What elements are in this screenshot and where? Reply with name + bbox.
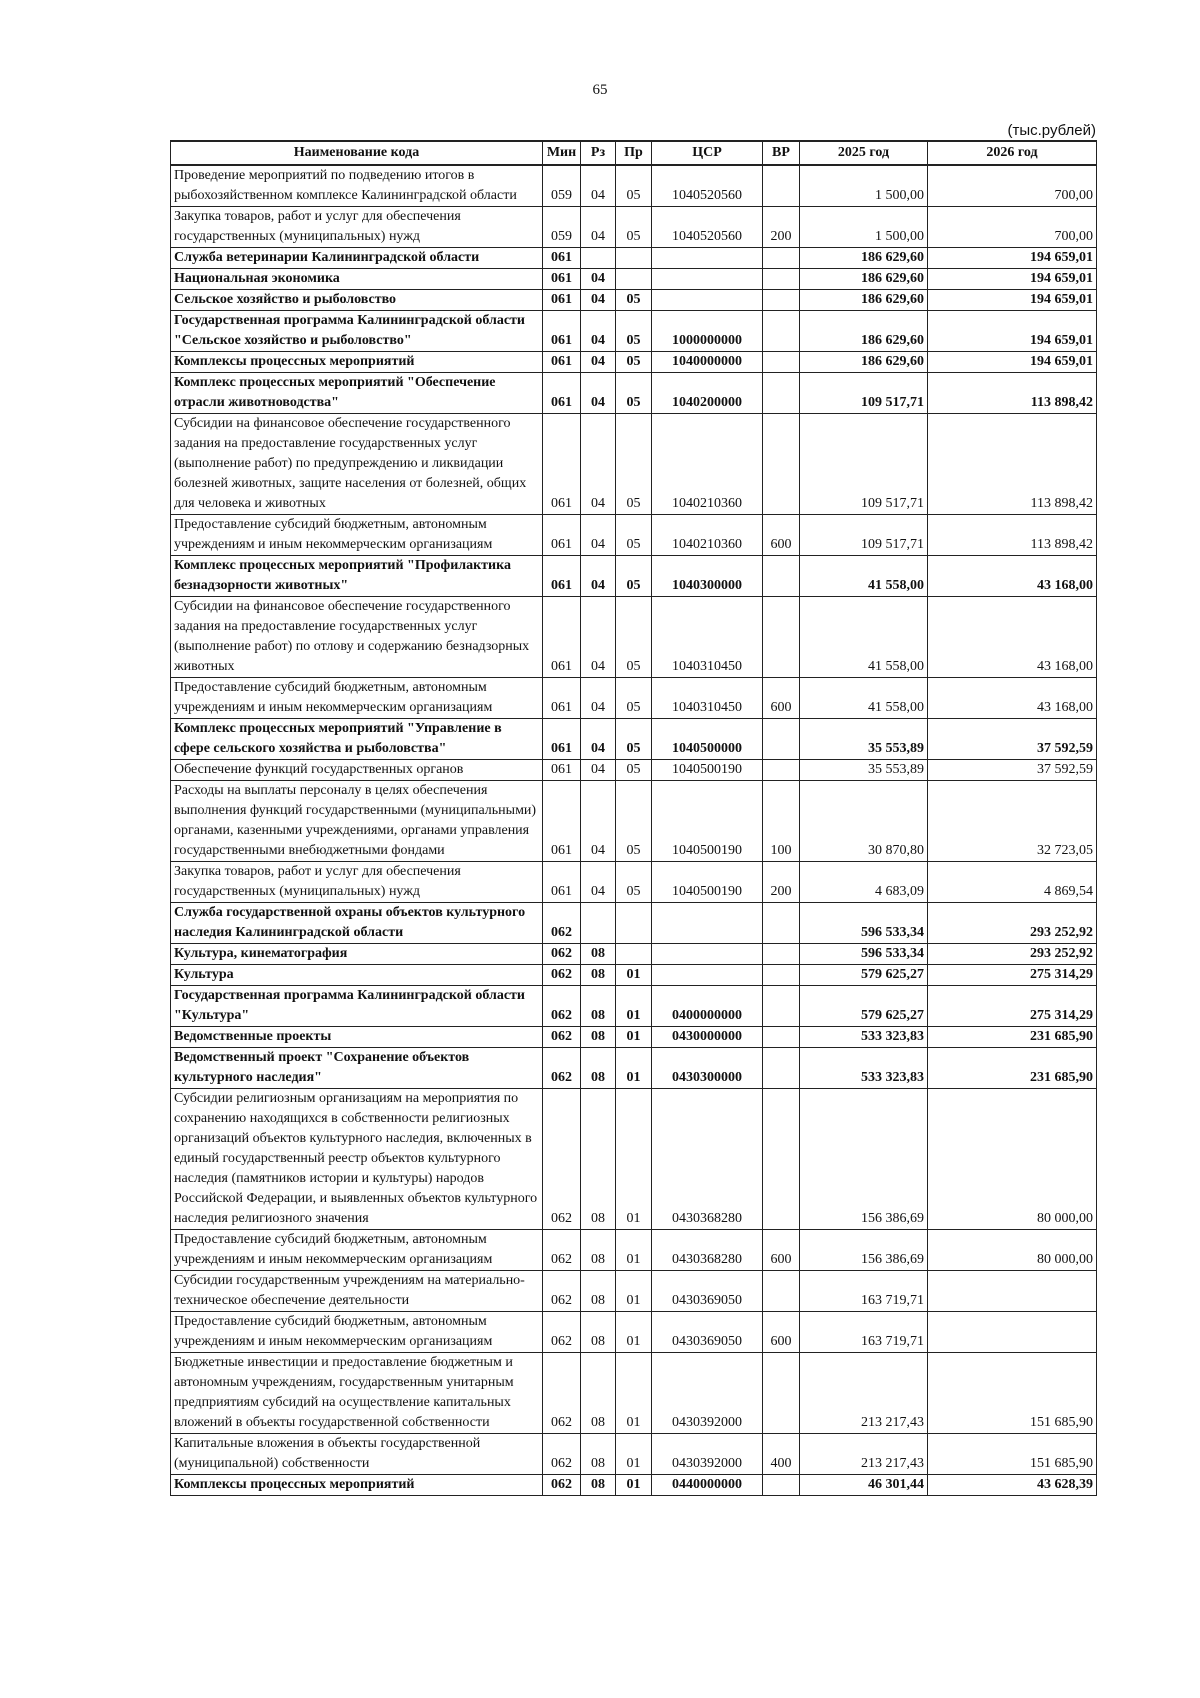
cell-2025: 156 386,69 — [800, 1089, 928, 1230]
cell-min: 062 — [543, 965, 581, 986]
table-row — [171, 1475, 1097, 1496]
cell-2026: 151 685,90 — [928, 1353, 1097, 1434]
budget-table — [170, 140, 1097, 1496]
cell-rz: 08 — [581, 1312, 616, 1353]
cell-2025: 41 558,00 — [800, 597, 928, 678]
cell-2025: 186 629,60 — [800, 290, 928, 311]
cell-2025: 109 517,71 — [800, 414, 928, 515]
table-body — [171, 165, 1097, 1496]
cell-csr — [652, 290, 763, 311]
cell-min: 062 — [543, 903, 581, 944]
cell-2026: 37 592,59 — [928, 760, 1097, 781]
cell-pr: 05 — [616, 352, 652, 373]
cell-2025: 596 533,34 — [800, 903, 928, 944]
cell-min: 062 — [543, 1230, 581, 1271]
header-2026: 2026 год — [928, 141, 1097, 165]
cell-rz: 04 — [581, 719, 616, 760]
page-number: 65 — [592, 82, 608, 98]
cell-2025: 579 625,27 — [800, 965, 928, 986]
cell-name: Субсидии религиозным организациям на мероприятия по сохранению находящихся в собственности религиозных организаций объектов культурного наследия, включенных в единый государственный реестр объектов культурного наследия (памятников истории и культуры) народов Российской Федерации, и выявленных объектов культурного наследия религиозного значения — [171, 1089, 543, 1230]
cell-rz: 08 — [581, 1271, 616, 1312]
table-row — [171, 903, 1097, 944]
cell-pr: 05 — [616, 781, 652, 862]
cell-2026: 275 314,29 — [928, 965, 1097, 986]
cell-pr: 05 — [616, 414, 652, 515]
cell-min: 062 — [543, 1271, 581, 1312]
table-row — [171, 311, 1097, 352]
cell-min: 062 — [543, 1089, 581, 1230]
cell-2026: 194 659,01 — [928, 248, 1097, 269]
cell-csr: 0430369050 — [652, 1271, 763, 1312]
cell-2025: 1 500,00 — [800, 207, 928, 248]
cell-name: Государственная программа Калининградской области "Культура" — [171, 986, 543, 1027]
table-row — [171, 1089, 1097, 1230]
table-row — [171, 373, 1097, 414]
cell-pr: 01 — [616, 1230, 652, 1271]
cell-min: 062 — [543, 1027, 581, 1048]
cell-2025: 186 629,60 — [800, 352, 928, 373]
cell-pr: 05 — [616, 719, 652, 760]
cell-2026: 293 252,92 — [928, 944, 1097, 965]
table-row — [171, 760, 1097, 781]
table-row — [171, 781, 1097, 862]
cell-rz: 04 — [581, 597, 616, 678]
cell-pr: 01 — [616, 986, 652, 1027]
cell-pr: 05 — [616, 515, 652, 556]
cell-rz: 08 — [581, 1475, 616, 1496]
cell-min: 061 — [543, 515, 581, 556]
cell-2025: 163 719,71 — [800, 1312, 928, 1353]
cell-rz: 04 — [581, 352, 616, 373]
table-row — [171, 1312, 1097, 1353]
cell-name: Предоставление субсидий бюджетным, автономным учреждениям и иным некоммерческим организациям — [171, 1230, 543, 1271]
cell-rz: 04 — [581, 781, 616, 862]
cell-2026: 275 314,29 — [928, 986, 1097, 1027]
cell-vr: 600 — [763, 1312, 800, 1353]
cell-pr: 05 — [616, 165, 652, 207]
cell-2026: 80 000,00 — [928, 1230, 1097, 1271]
cell-vr: 600 — [763, 515, 800, 556]
cell-2025: 156 386,69 — [800, 1230, 928, 1271]
cell-pr: 05 — [616, 290, 652, 311]
cell-pr — [616, 269, 652, 290]
table-row — [171, 944, 1097, 965]
table-row — [171, 1027, 1097, 1048]
cell-vr — [763, 290, 800, 311]
cell-csr: 1040500000 — [652, 719, 763, 760]
cell-csr — [652, 248, 763, 269]
table-row — [171, 597, 1097, 678]
cell-pr: 01 — [616, 1027, 652, 1048]
cell-vr: 100 — [763, 781, 800, 862]
cell-pr: 01 — [616, 1312, 652, 1353]
cell-vr — [763, 1271, 800, 1312]
header-name: Наименование кода — [171, 141, 543, 165]
cell-name: Закупка товаров, работ и услуг для обеспечения государственных (муниципальных) нужд — [171, 862, 543, 903]
table-row — [171, 556, 1097, 597]
cell-2025: 109 517,71 — [800, 515, 928, 556]
cell-vr: 200 — [763, 207, 800, 248]
cell-csr — [652, 269, 763, 290]
cell-min: 061 — [543, 719, 581, 760]
cell-pr: 01 — [616, 1475, 652, 1496]
cell-name: Ведомственные проекты — [171, 1027, 543, 1048]
cell-vr — [763, 165, 800, 207]
table-row — [171, 986, 1097, 1027]
cell-2026: 700,00 — [928, 207, 1097, 248]
cell-2025: 213 217,43 — [800, 1434, 928, 1475]
cell-2026: 43 628,39 — [928, 1475, 1097, 1496]
cell-2025: 186 629,60 — [800, 311, 928, 352]
table-row — [171, 1434, 1097, 1475]
cell-pr: 01 — [616, 1048, 652, 1089]
table-row — [171, 269, 1097, 290]
cell-rz: 04 — [581, 269, 616, 290]
cell-min: 061 — [543, 373, 581, 414]
table-row — [171, 248, 1097, 269]
cell-vr — [763, 719, 800, 760]
table-row — [171, 1230, 1097, 1271]
cell-name: Государственная программа Калининградской области "Сельское хозяйство и рыболовство" — [171, 311, 543, 352]
cell-2025: 533 323,83 — [800, 1048, 928, 1089]
cell-2026: 43 168,00 — [928, 556, 1097, 597]
cell-csr: 1040300000 — [652, 556, 763, 597]
cell-min: 061 — [543, 597, 581, 678]
cell-rz: 08 — [581, 944, 616, 965]
cell-rz: 08 — [581, 965, 616, 986]
cell-name: Субсидии на финансовое обеспечение государственного задания на предоставление государственных услуг (выполнение работ) по предупреждению и ликвидации болезней животных, защите населения от болезней, общих для человека и животных — [171, 414, 543, 515]
cell-pr: 05 — [616, 556, 652, 597]
cell-csr: 1000000000 — [652, 311, 763, 352]
cell-2026: 113 898,42 — [928, 373, 1097, 414]
cell-csr — [652, 965, 763, 986]
cell-vr — [763, 965, 800, 986]
cell-min: 062 — [543, 1312, 581, 1353]
cell-rz: 08 — [581, 1089, 616, 1230]
cell-min: 062 — [543, 1475, 581, 1496]
cell-rz: 08 — [581, 986, 616, 1027]
cell-min: 059 — [543, 207, 581, 248]
cell-2026: 231 685,90 — [928, 1027, 1097, 1048]
cell-min: 061 — [543, 678, 581, 719]
cell-2025: 213 217,43 — [800, 1353, 928, 1434]
cell-vr: 400 — [763, 1434, 800, 1475]
cell-vr — [763, 414, 800, 515]
cell-rz: 04 — [581, 311, 616, 352]
cell-2026: 194 659,01 — [928, 352, 1097, 373]
table-row — [171, 719, 1097, 760]
cell-vr — [763, 556, 800, 597]
cell-csr: 1040520560 — [652, 165, 763, 207]
cell-pr: 05 — [616, 311, 652, 352]
cell-name: Сельское хозяйство и рыболовство — [171, 290, 543, 311]
cell-name: Субсидии государственным учреждениям на материально-техническое обеспечение деятельности — [171, 1271, 543, 1312]
cell-rz: 04 — [581, 515, 616, 556]
cell-2026 — [928, 1312, 1097, 1353]
cell-name: Обеспечение функций государственных органов — [171, 760, 543, 781]
cell-2026: 32 723,05 — [928, 781, 1097, 862]
cell-name: Предоставление субсидий бюджетным, автономным учреждениям и иным некоммерческим организациям — [171, 1312, 543, 1353]
cell-min: 062 — [543, 944, 581, 965]
cell-csr: 1040310450 — [652, 597, 763, 678]
cell-min: 062 — [543, 1048, 581, 1089]
cell-2026: 113 898,42 — [928, 414, 1097, 515]
cell-min: 061 — [543, 269, 581, 290]
table-row — [171, 290, 1097, 311]
table-row — [171, 1271, 1097, 1312]
cell-2025: 579 625,27 — [800, 986, 928, 1027]
cell-min: 061 — [543, 556, 581, 597]
cell-pr — [616, 944, 652, 965]
cell-name: Предоставление субсидий бюджетным, автономным учреждениям и иным некоммерческим организациям — [171, 678, 543, 719]
cell-rz: 08 — [581, 1230, 616, 1271]
cell-name: Ведомственный проект "Сохранение объектов культурного наследия" — [171, 1048, 543, 1089]
cell-min: 061 — [543, 311, 581, 352]
cell-2026: 700,00 — [928, 165, 1097, 207]
cell-name: Комплекс процессных мероприятий "Управление в сфере сельского хозяйства и рыболовства" — [171, 719, 543, 760]
cell-2025: 186 629,60 — [800, 248, 928, 269]
cell-min: 061 — [543, 290, 581, 311]
cell-name: Расходы на выплаты персоналу в целях обеспечения выполнения функций государственными (муниципальными) органами, казенными учреждениями, органами управления государственными внебюджетными фондами — [171, 781, 543, 862]
cell-csr: 1040210360 — [652, 414, 763, 515]
cell-rz: 04 — [581, 678, 616, 719]
cell-csr: 0430392000 — [652, 1353, 763, 1434]
table-row — [171, 207, 1097, 248]
table-row — [171, 165, 1097, 207]
cell-vr: 600 — [763, 1230, 800, 1271]
cell-name: Субсидии на финансовое обеспечение государственного задания на предоставление государственных услуг (выполнение работ) по отлову и содержанию безнадзорных животных — [171, 597, 543, 678]
table-header-row — [171, 141, 1097, 165]
cell-csr: 1040210360 — [652, 515, 763, 556]
cell-rz: 04 — [581, 862, 616, 903]
units-label: (тыс.рублей) — [1007, 122, 1096, 139]
cell-name: Культура — [171, 965, 543, 986]
cell-rz — [581, 903, 616, 944]
cell-vr — [763, 760, 800, 781]
cell-csr: 1040500190 — [652, 781, 763, 862]
cell-pr: 01 — [616, 1353, 652, 1434]
cell-min: 062 — [543, 1434, 581, 1475]
cell-rz: 04 — [581, 556, 616, 597]
cell-csr: 0440000000 — [652, 1475, 763, 1496]
cell-2026: 194 659,01 — [928, 269, 1097, 290]
table-row — [171, 414, 1097, 515]
cell-2025: 46 301,44 — [800, 1475, 928, 1496]
cell-2026: 37 592,59 — [928, 719, 1097, 760]
cell-csr: 0430300000 — [652, 1048, 763, 1089]
cell-pr: 05 — [616, 678, 652, 719]
cell-rz: 04 — [581, 207, 616, 248]
cell-csr: 0430000000 — [652, 1027, 763, 1048]
cell-rz: 08 — [581, 1048, 616, 1089]
cell-2026 — [928, 1271, 1097, 1312]
cell-2026: 194 659,01 — [928, 311, 1097, 352]
cell-name: Комплекс процессных мероприятий "Обеспечение отрасли животноводства" — [171, 373, 543, 414]
table-row — [171, 1048, 1097, 1089]
header-min: Мин — [543, 141, 581, 165]
table-row — [171, 352, 1097, 373]
cell-name: Проведение мероприятий по подведению итогов в рыбохозяйственном комплексе Калининградской области — [171, 165, 543, 207]
cell-name: Служба ветеринарии Калининградской области — [171, 248, 543, 269]
cell-2025: 35 553,89 — [800, 760, 928, 781]
cell-2025: 41 558,00 — [800, 556, 928, 597]
cell-csr: 1040500190 — [652, 760, 763, 781]
cell-pr: 05 — [616, 862, 652, 903]
cell-rz: 04 — [581, 414, 616, 515]
cell-vr — [763, 1027, 800, 1048]
cell-min: 061 — [543, 248, 581, 269]
cell-min: 061 — [543, 760, 581, 781]
cell-name: Национальная экономика — [171, 269, 543, 290]
cell-min: 059 — [543, 165, 581, 207]
cell-2026: 231 685,90 — [928, 1048, 1097, 1089]
cell-vr — [763, 986, 800, 1027]
cell-pr: 05 — [616, 597, 652, 678]
cell-csr: 1040520560 — [652, 207, 763, 248]
cell-pr: 01 — [616, 1089, 652, 1230]
table-row — [171, 965, 1097, 986]
cell-2025: 109 517,71 — [800, 373, 928, 414]
cell-2025: 186 629,60 — [800, 269, 928, 290]
cell-pr: 05 — [616, 760, 652, 781]
cell-csr — [652, 944, 763, 965]
cell-vr — [763, 269, 800, 290]
table-row — [171, 1353, 1097, 1434]
cell-csr: 1040500190 — [652, 862, 763, 903]
cell-vr: 600 — [763, 678, 800, 719]
cell-2025: 4 683,09 — [800, 862, 928, 903]
cell-csr: 1040000000 — [652, 352, 763, 373]
cell-vr — [763, 352, 800, 373]
cell-csr — [652, 903, 763, 944]
cell-name: Закупка товаров, работ и услуг для обеспечения государственных (муниципальных) нужд — [171, 207, 543, 248]
cell-2026: 113 898,42 — [928, 515, 1097, 556]
cell-2025: 1 500,00 — [800, 165, 928, 207]
cell-csr: 0430392000 — [652, 1434, 763, 1475]
cell-vr — [763, 1048, 800, 1089]
cell-name: Комплексы процессных мероприятий — [171, 1475, 543, 1496]
cell-vr — [763, 944, 800, 965]
cell-pr: 01 — [616, 1271, 652, 1312]
cell-2025: 533 323,83 — [800, 1027, 928, 1048]
header-vr: ВР — [763, 141, 800, 165]
cell-name: Бюджетные инвестиции и предоставление бюджетным и автономным учреждениям, государственным унитарным предприятиям субсидий на осуществление капитальных вложений в объекты государственной собственности — [171, 1353, 543, 1434]
cell-name: Комплексы процессных мероприятий — [171, 352, 543, 373]
table-row — [171, 862, 1097, 903]
cell-min: 061 — [543, 781, 581, 862]
cell-name: Капитальные вложения в объекты государственной (муниципальной) собственности — [171, 1434, 543, 1475]
cell-2025: 30 870,80 — [800, 781, 928, 862]
cell-2026: 151 685,90 — [928, 1434, 1097, 1475]
cell-vr — [763, 597, 800, 678]
cell-rz: 08 — [581, 1434, 616, 1475]
cell-2026: 43 168,00 — [928, 678, 1097, 719]
cell-name: Служба государственной охраны объектов культурного наследия Калининградской области — [171, 903, 543, 944]
table-row — [171, 678, 1097, 719]
cell-rz: 04 — [581, 760, 616, 781]
cell-vr — [763, 1353, 800, 1434]
cell-vr — [763, 373, 800, 414]
header-pr: Пр — [616, 141, 652, 165]
cell-name: Комплекс процессных мероприятий "Профилактика безнадзорности животных" — [171, 556, 543, 597]
cell-min: 062 — [543, 986, 581, 1027]
cell-name: Культура, кинематография — [171, 944, 543, 965]
cell-2026: 293 252,92 — [928, 903, 1097, 944]
cell-pr: 05 — [616, 373, 652, 414]
cell-rz: 08 — [581, 1353, 616, 1434]
cell-csr: 0430368280 — [652, 1230, 763, 1271]
cell-pr — [616, 248, 652, 269]
cell-vr — [763, 248, 800, 269]
table-row — [171, 515, 1097, 556]
cell-2026: 80 000,00 — [928, 1089, 1097, 1230]
cell-pr: 01 — [616, 1434, 652, 1475]
header-rz: Рз — [581, 141, 616, 165]
cell-min: 062 — [543, 1353, 581, 1434]
cell-min: 061 — [543, 352, 581, 373]
cell-csr: 1040310450 — [652, 678, 763, 719]
cell-2025: 596 533,34 — [800, 944, 928, 965]
cell-2026: 4 869,54 — [928, 862, 1097, 903]
cell-csr: 0430368280 — [652, 1089, 763, 1230]
cell-2025: 41 558,00 — [800, 678, 928, 719]
cell-pr — [616, 903, 652, 944]
cell-rz: 04 — [581, 290, 616, 311]
cell-min: 061 — [543, 862, 581, 903]
cell-pr: 05 — [616, 207, 652, 248]
cell-min: 061 — [543, 414, 581, 515]
cell-2025: 163 719,71 — [800, 1271, 928, 1312]
cell-vr — [763, 1089, 800, 1230]
cell-vr — [763, 1475, 800, 1496]
cell-name: Предоставление субсидий бюджетным, автономным учреждениям и иным некоммерческим организациям — [171, 515, 543, 556]
cell-vr: 200 — [763, 862, 800, 903]
cell-vr — [763, 311, 800, 352]
cell-rz: 08 — [581, 1027, 616, 1048]
cell-csr: 0430369050 — [652, 1312, 763, 1353]
cell-csr: 0400000000 — [652, 986, 763, 1027]
header-2025: 2025 год — [800, 141, 928, 165]
cell-vr — [763, 903, 800, 944]
cell-pr: 01 — [616, 965, 652, 986]
header-csr: ЦСР — [652, 141, 763, 165]
cell-csr: 1040200000 — [652, 373, 763, 414]
cell-2025: 35 553,89 — [800, 719, 928, 760]
cell-2026: 43 168,00 — [928, 597, 1097, 678]
cell-rz: 04 — [581, 165, 616, 207]
cell-rz: 04 — [581, 373, 616, 414]
cell-2026: 194 659,01 — [928, 290, 1097, 311]
cell-rz — [581, 248, 616, 269]
